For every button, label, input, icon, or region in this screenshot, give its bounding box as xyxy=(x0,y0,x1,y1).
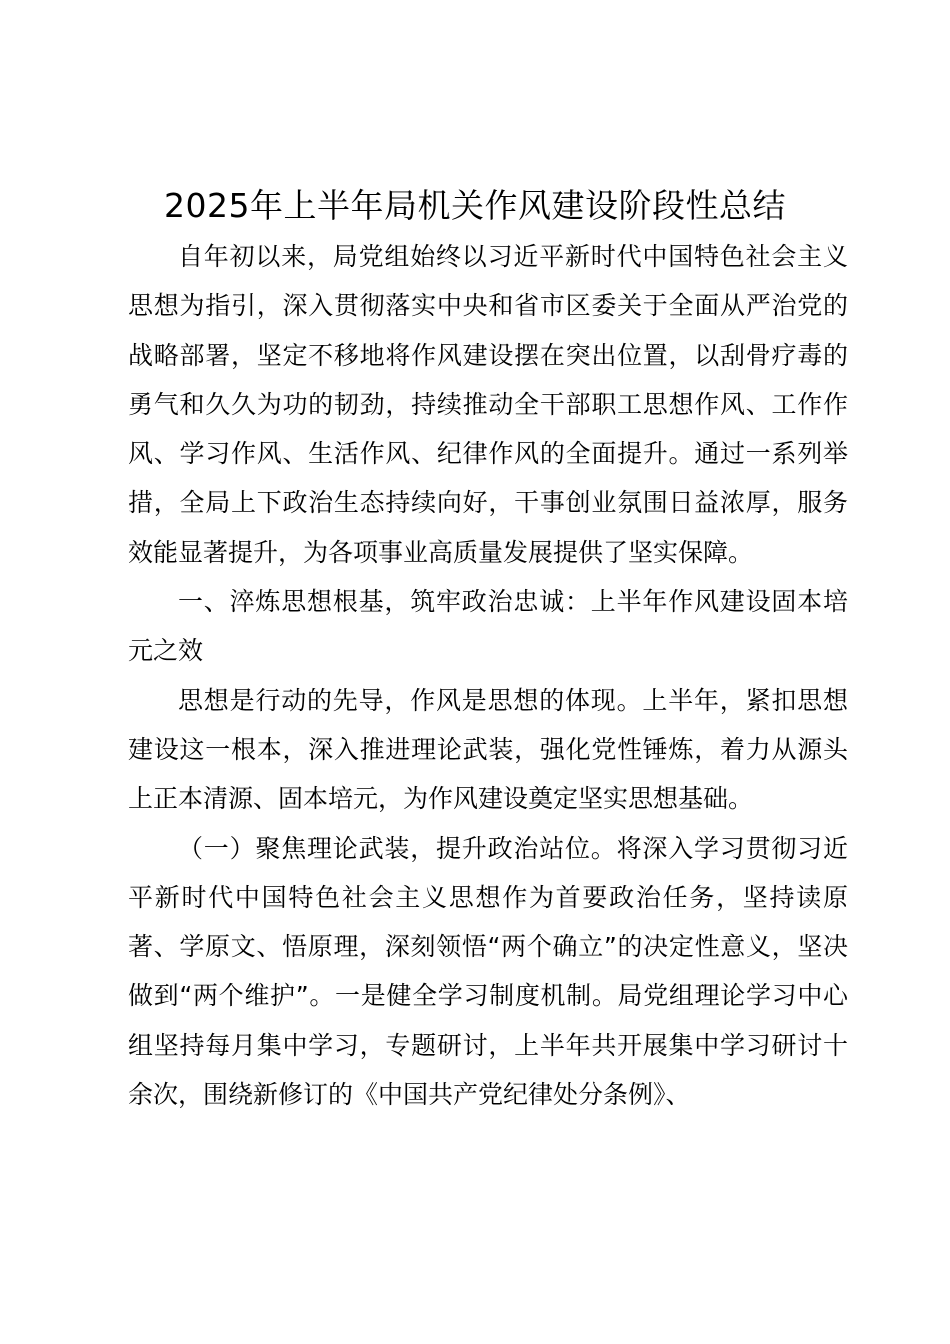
document-title: 2025年上半年局机关作风建设阶段性总结 xyxy=(164,186,786,225)
subsection-paragraph: （一）聚焦理论武装，提升政治站位。将深入学习贯彻习近平新时代中国特色社会主义思想作为首要政治任务，坚持读原著、学原文、悟原理，深刻领悟“两个确立”的决定性意义，坚决做到“两个维护”。一是健全学习制度机制。局党组理论学习中心组坚持每月集中学习，专题研讨，上半年共开展集中学习研讨十余次，围绕新修订的《中国共产党纪律处分条例》、 xyxy=(128,833,848,1110)
intro-paragraph: 自年初以来，局党组始终以习近平新时代中国特色社会主义思想为指引，深入贯彻落实中央和省市区委关于全面从严治党的战略部署，坚定不移地将作风建设摆在突出位置，以刮骨疗毒的勇气和久久为功的韧劲，持续推动全干部职工思想作风、工作作风、学习作风、生活作风、纪律作风的全面提升。通过一系列举措，全局上下政治生态持续向好，干事创业氛围日益浓厚，服务效能显著提升，为各项事业高质量发展提供了坚实保障。 xyxy=(128,242,848,567)
section-paragraph: 思想是行动的先导，作风是思想的体现。上半年，紧扣思想建设这一根本，深入推进理论武装，强化党性锤炼，着力从源头上正本清源、固本培元，为作风建设奠定坚实思想基础。 xyxy=(128,685,848,814)
document-body xyxy=(128,232,848,1119)
section-heading: 一、淬炼思想根基，筑牢政治忠诚：上半年作风建设固本培元之效 xyxy=(128,587,848,666)
